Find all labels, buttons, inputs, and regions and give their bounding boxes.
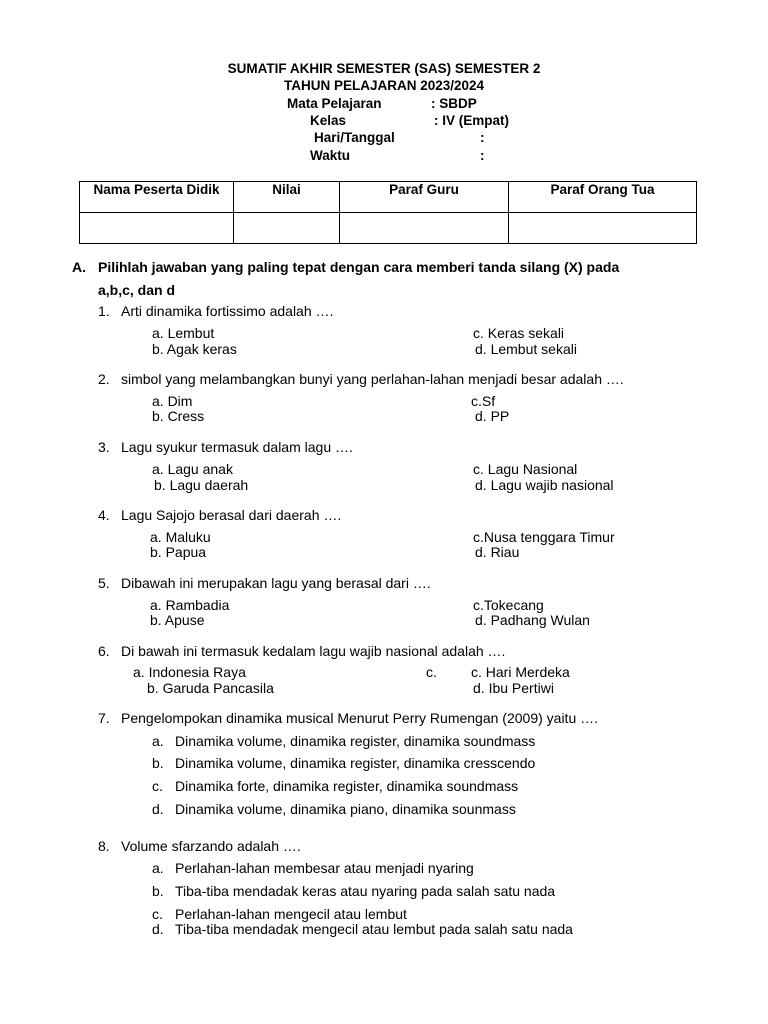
option-c[interactable]: c.Nusa tenggara Timur: [473, 529, 615, 545]
option-d-letter: d.: [152, 801, 164, 817]
option-b[interactable]: b. Lagu daerah: [154, 477, 249, 493]
question-text: Lagu syukur termasuk dalam lagu ….: [121, 439, 353, 455]
question-number: 7.: [98, 710, 110, 726]
question-text: simbol yang melambangkan bunyi yang perlahan-lahan menjadi besar adalah ….: [121, 371, 624, 387]
col-paraf-guru: Paraf Guru: [340, 182, 509, 213]
option-b[interactable]: Tiba-tiba mendadak keras atau nyaring pada salah satu nada: [175, 883, 556, 899]
question-text: Arti dinamika fortissimo adalah ….: [121, 303, 334, 319]
mapel-label: Mata Pelajaran: [287, 96, 382, 111]
table-header-row: [80, 182, 697, 213]
option-d[interactable]: d. Riau: [475, 544, 520, 560]
option-b[interactable]: Dinamika volume, dinamika register, dinamika cresscendo: [175, 755, 536, 771]
option-a[interactable]: a. Dim: [152, 393, 193, 409]
question-number: 3.: [98, 439, 110, 455]
question-number: 4.: [98, 507, 110, 523]
option-c[interactable]: c.Sf: [471, 393, 496, 409]
question-text: Volume sfarzando adalah ….: [121, 838, 301, 854]
question-text: Di bawah ini termasuk kedalam lagu wajib nasional adalah ….: [121, 643, 506, 659]
option-c[interactable]: c. Lagu Nasional: [473, 461, 578, 477]
kelas-value: : IV (Empat): [434, 113, 510, 128]
option-d[interactable]: d. Padhang Wulan: [475, 612, 590, 628]
option-b[interactable]: b. Agak keras: [152, 341, 237, 357]
question-number: 6.: [98, 643, 110, 659]
question-text: Pengelompokan dinamika musical Menurut Perry Rumengan (2009) yaitu ….: [121, 710, 599, 726]
cell-paraf-guru[interactable]: [340, 213, 509, 244]
option-d[interactable]: d. Ibu Pertiwi: [473, 680, 554, 696]
option-a[interactable]: a. Indonesia Raya: [133, 664, 246, 680]
col-paraf-ortu: Paraf Orang Tua: [509, 182, 697, 213]
instruction-line1: Pilihlah jawaban yang paling tepat dengan cara memberi tanda silang (X) pada: [98, 259, 620, 275]
hari-value: :: [480, 130, 485, 145]
section-marker: A.: [72, 259, 86, 275]
option-d[interactable]: Tiba-tiba mendadak mengecil atau lembut pada salah satu nada: [175, 921, 573, 937]
option-c[interactable]: c. Keras sekali: [473, 325, 565, 341]
option-a-letter: a.: [152, 860, 164, 876]
option-a[interactable]: a. Lembut: [152, 325, 215, 341]
option-b[interactable]: b. Apuse: [150, 612, 205, 628]
exam-year: TAHUN PELAJARAN 2023/2024: [283, 78, 485, 93]
mapel-value: : SBDP: [431, 96, 477, 111]
option-b-letter: b.: [152, 883, 164, 899]
cell-paraf-ortu[interactable]: [509, 213, 697, 244]
question-number: 5.: [98, 575, 110, 591]
option-c-prefix: c.: [426, 664, 437, 680]
option-c[interactable]: c. Hari Merdeka: [471, 664, 570, 680]
option-b[interactable]: b. Garuda Pancasila: [147, 680, 274, 696]
option-b-letter: b.: [152, 755, 164, 771]
instruction-line2: a,b,c, dan d: [98, 282, 176, 298]
question-text: Lagu Sajojo berasal dari daerah ….: [121, 507, 342, 523]
hari-label: Hari/Tanggal: [314, 130, 395, 145]
table-row: [80, 213, 697, 244]
option-a[interactable]: a. Maluku: [150, 529, 211, 545]
waktu-label: Waktu: [310, 148, 350, 163]
cell-nilai[interactable]: [234, 213, 340, 244]
question-number: 2.: [98, 371, 110, 387]
identity-table: [79, 181, 697, 244]
question-number: 1.: [98, 303, 110, 319]
option-a-letter: a.: [152, 733, 164, 749]
option-d[interactable]: d. Lembut sekali: [475, 341, 577, 357]
option-a[interactable]: a. Lagu anak: [152, 461, 233, 477]
col-nilai: Nilai: [234, 182, 340, 213]
option-a[interactable]: Dinamika volume, dinamika register, dinamika soundmass: [175, 733, 536, 749]
option-d[interactable]: Dinamika volume, dinamika piano, dinamika sounmass: [175, 801, 516, 817]
option-b[interactable]: b. Papua: [150, 544, 207, 560]
question-text: Dibawah ini merupakan lagu yang berasal dari ….: [121, 575, 431, 591]
option-a[interactable]: Perlahan-lahan membesar atau menjadi nyaring: [175, 860, 474, 876]
cell-nama[interactable]: [80, 213, 234, 244]
option-a[interactable]: a. Rambadia: [150, 597, 230, 613]
option-c[interactable]: Dinamika forte, dinamika register, dinamika soundmass: [175, 778, 519, 794]
option-c[interactable]: Perlahan-lahan mengecil atau lembut: [175, 906, 407, 922]
option-d[interactable]: d. PP: [475, 408, 510, 424]
option-c-letter: c.: [152, 906, 163, 922]
option-c[interactable]: c.Tokecang: [473, 597, 544, 613]
option-d[interactable]: d. Lagu wajib nasional: [475, 477, 614, 493]
waktu-value: :: [480, 148, 485, 163]
option-c-letter: c.: [152, 778, 163, 794]
option-d-letter: d.: [152, 921, 164, 937]
exam-title: SUMATIF AKHIR SEMESTER (SAS) SEMESTER 2: [227, 61, 541, 76]
col-nama: Nama Peserta Didik: [80, 182, 234, 213]
kelas-label: Kelas: [310, 113, 347, 128]
question-number: 8.: [98, 838, 110, 854]
option-b[interactable]: b. Cress: [152, 408, 205, 424]
